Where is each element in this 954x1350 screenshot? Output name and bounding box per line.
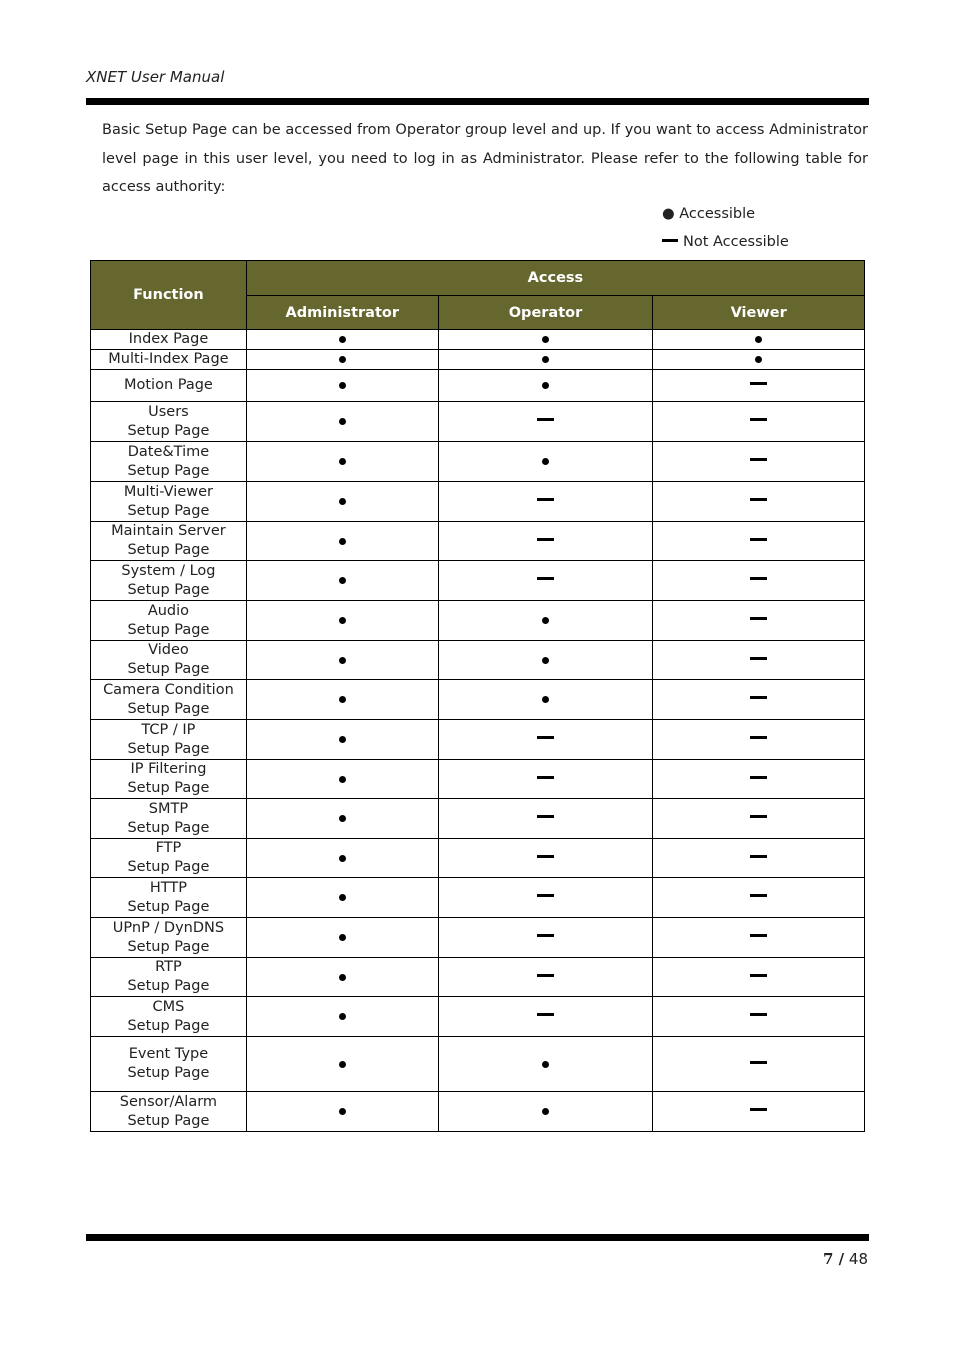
access-cell-viewer [653, 680, 865, 720]
table-row [91, 799, 865, 839]
bullet-icon [339, 657, 346, 664]
dash-icon [537, 498, 554, 501]
access-cell-administrator [246, 760, 438, 799]
table-row [91, 1037, 865, 1092]
table-row [91, 720, 865, 760]
function-cell: RTP Setup Page [91, 958, 247, 997]
access-cell-administrator [246, 482, 438, 522]
bullet-icon [339, 776, 346, 783]
dash-icon [750, 696, 767, 699]
bullet-icon [339, 736, 346, 743]
access-cell-administrator [246, 330, 438, 350]
dash-icon [537, 538, 554, 541]
bullet-icon [755, 356, 762, 363]
access-cell-viewer [653, 522, 865, 561]
access-cell-administrator [246, 350, 438, 370]
access-cell-operator [438, 370, 653, 402]
bullet-icon [339, 1061, 346, 1068]
function-cell: Video Setup Page [91, 641, 247, 680]
bullet-icon [542, 696, 549, 703]
table-row [91, 997, 865, 1037]
dash-icon [750, 418, 767, 421]
bullet-icon [542, 1061, 549, 1068]
access-cell-viewer [653, 350, 865, 370]
table-row [91, 601, 865, 641]
role-header-viewer: Viewer [653, 296, 865, 330]
access-cell-operator [438, 878, 653, 918]
dash-icon [750, 458, 767, 461]
access-cell-viewer [653, 561, 865, 601]
dash-icon [750, 776, 767, 779]
dash-icon [750, 382, 767, 385]
access-cell-viewer [653, 918, 865, 958]
access-cell-operator [438, 839, 653, 878]
legend-not-accessible [662, 234, 789, 250]
function-cell: Multi-Index Page [91, 350, 247, 370]
bullet-icon [339, 696, 346, 703]
access-cell-administrator [246, 720, 438, 760]
bullet-icon [339, 1108, 346, 1115]
access-cell-viewer [653, 720, 865, 760]
access-cell-administrator [246, 522, 438, 561]
dash-icon [537, 894, 554, 897]
function-cell: Sensor/Alarm Setup Page [91, 1092, 247, 1132]
table-row [91, 522, 865, 561]
dash-icon [750, 657, 767, 660]
bullet-icon [339, 382, 346, 389]
access-cell-operator [438, 482, 653, 522]
function-cell: System / Log Setup Page [91, 561, 247, 601]
access-cell-operator [438, 442, 653, 482]
access-cell-administrator [246, 680, 438, 720]
access-table [90, 260, 865, 1132]
table-row [91, 878, 865, 918]
legend-accessible [662, 206, 755, 222]
function-cell: SMTP Setup Page [91, 799, 247, 839]
dash-icon [750, 974, 767, 977]
dash-icon [750, 934, 767, 937]
function-cell: Index Page [91, 330, 247, 350]
intro-paragraph: Basic Setup Page can be accessed from Operator group level and up. If you want to access Administrator level page in this user level, you need to log in as Administrator. Please refer to the following table for access authority: [102, 122, 868, 195]
dash-icon [537, 776, 554, 779]
function-cell: Camera Condition Setup Page [91, 680, 247, 720]
dash-icon [537, 934, 554, 937]
legend-not-accessible-label: Not Accessible [683, 234, 789, 250]
access-cell-viewer [653, 370, 865, 402]
bullet-icon [339, 815, 346, 822]
table-row [91, 918, 865, 958]
access-cell-operator [438, 680, 653, 720]
access-cell-operator [438, 522, 653, 561]
bullet-icon: ● [662, 206, 675, 222]
function-cell: UPnP / DynDNS Setup Page [91, 918, 247, 958]
role-header-operator: Operator [438, 296, 653, 330]
bullet-icon [542, 657, 549, 664]
dash-icon [750, 736, 767, 739]
dash-icon [537, 855, 554, 858]
table-row [91, 641, 865, 680]
access-cell-administrator [246, 839, 438, 878]
access-table-body [91, 330, 865, 1132]
bullet-icon [339, 617, 346, 624]
bullet-icon [339, 336, 346, 343]
dash-icon [750, 1013, 767, 1016]
function-cell: Date&Time Setup Page [91, 442, 247, 482]
dash-icon [750, 538, 767, 541]
bullet-icon [339, 577, 346, 584]
legend-accessible-label: Accessible [679, 206, 756, 222]
access-cell-administrator [246, 1092, 438, 1132]
access-cell-viewer [653, 799, 865, 839]
access-cell-administrator [246, 601, 438, 641]
access-cell-operator [438, 760, 653, 799]
table-row [91, 350, 865, 370]
function-cell: TCP / IP Setup Page [91, 720, 247, 760]
access-cell-administrator [246, 918, 438, 958]
bullet-icon [339, 855, 346, 862]
access-cell-administrator [246, 402, 438, 442]
dash-icon [750, 1061, 767, 1064]
table-row [91, 958, 865, 997]
bullet-icon [339, 934, 346, 941]
bullet-icon [542, 1108, 549, 1115]
access-cell-administrator [246, 370, 438, 402]
access-cell-administrator [246, 561, 438, 601]
table-row [91, 1092, 865, 1132]
dash-icon [537, 974, 554, 977]
access-column-header: Access [246, 261, 864, 296]
access-cell-administrator [246, 442, 438, 482]
header-rule [86, 98, 869, 105]
page-current: 7 / [822, 1250, 845, 1268]
dash-icon [750, 894, 767, 897]
access-cell-viewer [653, 958, 865, 997]
access-cell-viewer [653, 402, 865, 442]
access-cell-viewer [653, 1037, 865, 1092]
bullet-icon [542, 336, 549, 343]
access-cell-viewer [653, 641, 865, 680]
access-cell-operator [438, 402, 653, 442]
access-cell-viewer [653, 601, 865, 641]
access-cell-viewer [653, 878, 865, 918]
function-cell: HTTP Setup Page [91, 878, 247, 918]
dash-icon [537, 577, 554, 580]
document-header-title: XNET User Manual [86, 68, 225, 86]
access-cell-administrator [246, 641, 438, 680]
role-header-administrator: Administrator [246, 296, 438, 330]
bullet-icon [339, 418, 346, 425]
bullet-icon [339, 894, 346, 901]
access-cell-operator [438, 350, 653, 370]
access-cell-viewer [653, 482, 865, 522]
access-cell-viewer [653, 330, 865, 350]
access-cell-operator [438, 561, 653, 601]
bullet-icon [339, 974, 346, 981]
bullet-icon [339, 538, 346, 545]
function-cell: IP Filtering Setup Page [91, 760, 247, 799]
table-row [91, 680, 865, 720]
dash-icon [750, 577, 767, 580]
table-row [91, 402, 865, 442]
access-cell-operator [438, 997, 653, 1037]
function-cell: Users Setup Page [91, 402, 247, 442]
function-cell: Maintain Server Setup Page [91, 522, 247, 561]
access-cell-administrator [246, 997, 438, 1037]
bullet-icon [339, 1013, 346, 1020]
access-cell-viewer [653, 760, 865, 799]
bullet-icon [339, 498, 346, 505]
function-cell: Audio Setup Page [91, 601, 247, 641]
function-cell: FTP Setup Page [91, 839, 247, 878]
function-cell: CMS Setup Page [91, 997, 247, 1037]
access-cell-operator [438, 799, 653, 839]
access-cell-operator [438, 641, 653, 680]
table-row [91, 482, 865, 522]
dash-icon [750, 1108, 767, 1111]
access-cell-administrator [246, 799, 438, 839]
access-cell-viewer [653, 1092, 865, 1132]
dash-icon [750, 815, 767, 818]
function-cell: Multi-Viewer Setup Page [91, 482, 247, 522]
table-row [91, 839, 865, 878]
table-row [91, 442, 865, 482]
dash-icon [750, 855, 767, 858]
function-cell: Motion Page [91, 370, 247, 402]
table-row [91, 561, 865, 601]
bullet-icon [339, 458, 346, 465]
dash-icon [537, 736, 554, 739]
page-total: 48 [848, 1250, 868, 1268]
access-cell-viewer [653, 839, 865, 878]
bullet-icon [542, 458, 549, 465]
bullet-icon [542, 617, 549, 624]
bullet-icon [542, 356, 549, 363]
access-cell-viewer [653, 997, 865, 1037]
dash-icon [750, 498, 767, 501]
dash-icon [662, 239, 678, 242]
footer-rule [86, 1234, 869, 1241]
access-cell-operator [438, 601, 653, 641]
access-cell-administrator [246, 1037, 438, 1092]
function-column-header: Function [91, 261, 247, 330]
access-cell-operator [438, 918, 653, 958]
table-row [91, 370, 865, 402]
dash-icon [537, 418, 554, 421]
access-cell-operator [438, 1037, 653, 1092]
bullet-icon [339, 356, 346, 363]
access-cell-operator [438, 1092, 653, 1132]
access-cell-administrator [246, 958, 438, 997]
access-cell-operator [438, 720, 653, 760]
page-number [823, 1250, 868, 1268]
access-cell-administrator [246, 878, 438, 918]
dash-icon [750, 617, 767, 620]
table-row [91, 760, 865, 799]
dash-icon [537, 1013, 554, 1016]
bullet-icon [755, 336, 762, 343]
table-row [91, 330, 865, 350]
access-cell-operator [438, 958, 653, 997]
dash-icon [537, 815, 554, 818]
access-cell-operator [438, 330, 653, 350]
access-cell-viewer [653, 442, 865, 482]
bullet-icon [542, 382, 549, 389]
function-cell: Event Type Setup Page [91, 1037, 247, 1092]
